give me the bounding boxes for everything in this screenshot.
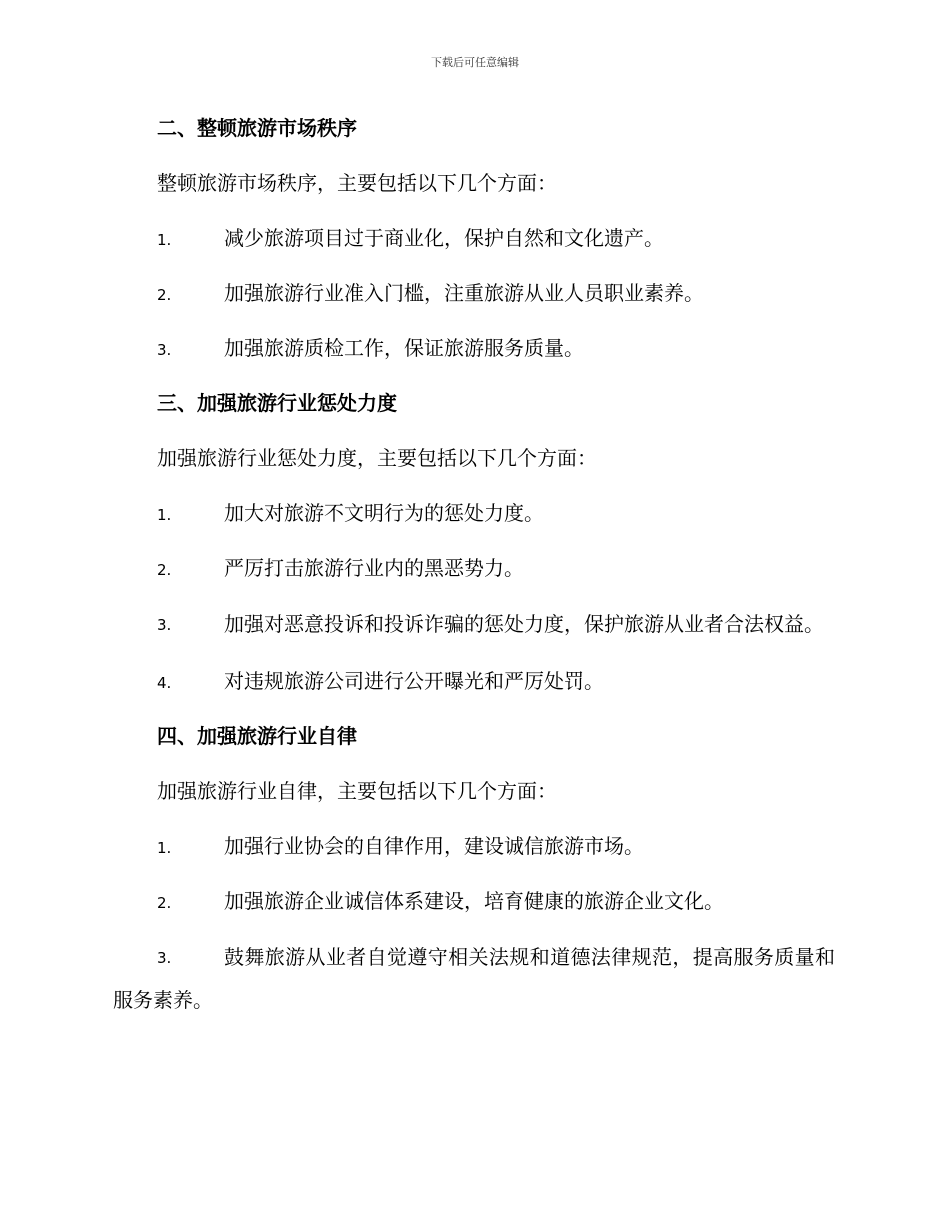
list-item-number: 2. [157,894,172,912]
list-item-number: 3. [157,949,172,967]
list-item [113,548,835,588]
list-item [113,218,835,258]
list-item-number: 1. [157,231,172,249]
list-item-text: 加强行业协会的自律作用，建设诚信旅游市场。 [224,834,644,858]
list-item [113,936,835,1022]
list-item-number: 2. [157,561,172,579]
section-heading: 四、加强旅游行业自律 [157,724,357,748]
list-item-number: 3. [157,616,172,634]
list-item [113,328,835,368]
list-item-text: 减少旅游项目过于商业化，保护自然和文化遗产。 [224,226,664,250]
list-item-number: 2. [157,286,172,304]
section-intro: 整顿旅游市场秩序，主要包括以下几个方面： [157,171,557,195]
list-item-number: 3. [157,341,172,359]
list-item-text: 鼓舞旅游从业者自觉遵守相关法规和道德法律规范，提高服务质量和服务素养。 [113,945,835,1012]
page-header: 下载后可任意编辑 [431,56,519,69]
list-item [113,273,835,313]
section-heading: 三、加强旅游行业惩处力度 [157,391,397,415]
list-item-number: 1. [157,839,172,857]
list-item-text: 加强旅游行业准入门槛，注重旅游从业人员职业素养。 [224,281,704,305]
section-intro: 加强旅游行业自律，主要包括以下几个方面： [157,779,557,803]
list-item [113,826,835,866]
list-item [113,493,835,533]
list-item-text: 严厉打击旅游行业内的黑恶势力。 [224,556,524,580]
list-item-number: 4. [157,674,172,692]
list-item-text: 对违规旅游公司进行公开曝光和严厉处罚。 [224,669,604,693]
list-item [113,603,835,646]
list-item [113,661,835,701]
list-item [113,881,835,921]
list-item-text: 加强对恶意投诉和投诉诈骗的惩处力度，保护旅游从业者合法权益。 [224,612,824,636]
section-intro: 加强旅游行业惩处力度，主要包括以下几个方面： [157,446,597,470]
list-item-text: 加强旅游企业诚信体系建设，培育健康的旅游企业文化。 [224,889,724,913]
list-item-number: 1. [157,506,172,524]
section-heading: 二、整顿旅游市场秩序 [157,116,357,140]
document-body [113,108,835,1037]
list-item-text: 加大对旅游不文明行为的惩处力度。 [224,501,544,525]
list-item-text: 加强旅游质检工作，保证旅游服务质量。 [224,336,584,360]
